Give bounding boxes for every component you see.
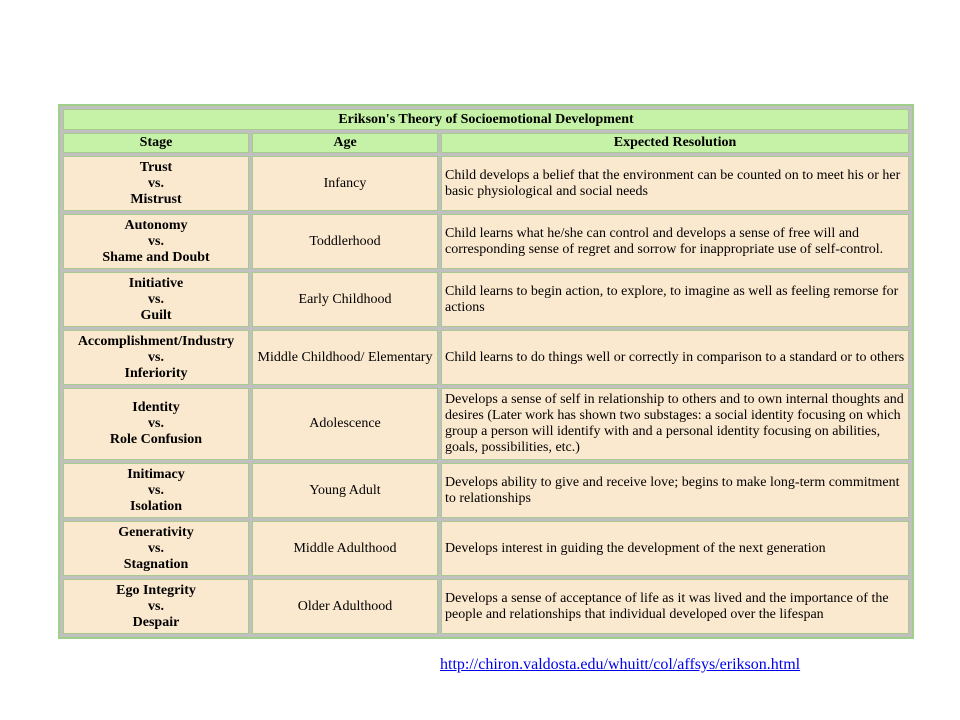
resolution-cell: Child learns to do things well or correctly in comparison to a standard or to others [441,330,909,385]
age-cell: Infancy [252,156,438,211]
table-row [63,272,909,327]
stage-line: vs. [148,416,164,431]
column-header-age: Age [252,133,438,153]
table-row [63,463,909,518]
stage-line: Guilt [140,307,172,323]
age-cell: Adolescence [252,388,438,460]
resolution-cell: Develops a sense of self in relationship to others and to own internal thoughts and desires (Later work has shown two substages: a social identity focusing on which group a person will identify with and a personal identity focusing on abilities, goals, possibilities, etc.) [441,388,909,460]
stage-cell [63,330,249,385]
stage-line: Trust [139,159,173,175]
stage-line: Mistrust [130,191,182,207]
stage-line: vs. [148,175,164,191]
stage-line: Stagnation [123,556,189,572]
stage-line: vs. [148,349,164,365]
resolution-cell: Child learns to begin action, to explore, to imagine as well as feeling remorse for actions [441,272,909,327]
table-row [63,579,909,634]
stage-cell [63,579,249,634]
stage-line: Generativity [118,524,194,540]
table-body [63,156,909,634]
stage-line: vs. [148,598,164,614]
resolution-cell: Develops ability to give and receive love; begins to make long-term commitment to relationships [441,463,909,518]
source-url-link[interactable]: http://chiron.valdosta.edu/whuitt/col/affsys/erikson.html [440,656,801,673]
resolution-cell: Develops a sense of acceptance of life as it was lived and the importance of the people and relationships that individual developed over the lifespan [441,579,909,634]
column-header-stage: Stage [63,133,249,153]
stage-line: vs. [148,233,164,249]
stage-cell [63,156,249,211]
age-cell: Early Childhood [252,272,438,327]
stage-line: vs. [148,482,164,498]
resolution-cell: Child develops a belief that the environment can be counted on to meet his or her basic physiological and social needs [441,156,909,211]
table-row [63,214,909,269]
stage-cell [63,272,249,327]
age-cell: Toddlerhood [252,214,438,269]
age-cell: Older Adulthood [252,579,438,634]
stage-line: Despair [132,614,180,630]
stage-line: Initimacy [127,466,185,482]
age-cell: Middle Childhood/ Elementary [252,330,438,385]
stage-line: Role Confusion [109,432,203,447]
stage-cell [63,214,249,269]
stage-line: Initiative [128,275,184,291]
stage-line: vs. [148,540,164,556]
table-row [63,521,909,576]
erikson-stages-table [58,104,914,639]
stage-line: Ego Integrity [116,582,196,598]
column-header-resolution: Expected Resolution [441,133,909,153]
resolution-cell: Develops interest in guiding the development of the next generation [441,521,909,576]
stage-line: vs. [148,291,164,307]
table-title: Erikson's Theory of Socioemotional Development [63,109,909,130]
resolution-cell: Child learns what he/she can control and develops a sense of free will and corresponding sense of regret and sorrow for inappropriate use of self-control. [441,214,909,269]
table-row [63,388,909,460]
age-cell: Young Adult [252,463,438,518]
stage-cell [63,388,249,460]
stage-line: Inferiority [124,365,188,381]
stage-line: Accomplishment/Industry [77,333,235,349]
table-row [63,330,909,385]
age-cell: Middle Adulthood [252,521,438,576]
stage-line: Autonomy [124,217,188,233]
table-row [63,156,909,211]
stage-line: Shame and Doubt [102,249,210,265]
stage-cell [63,521,249,576]
stage-line: Isolation [129,498,183,514]
stage-cell [63,463,249,518]
stage-line: Identity [132,400,180,415]
